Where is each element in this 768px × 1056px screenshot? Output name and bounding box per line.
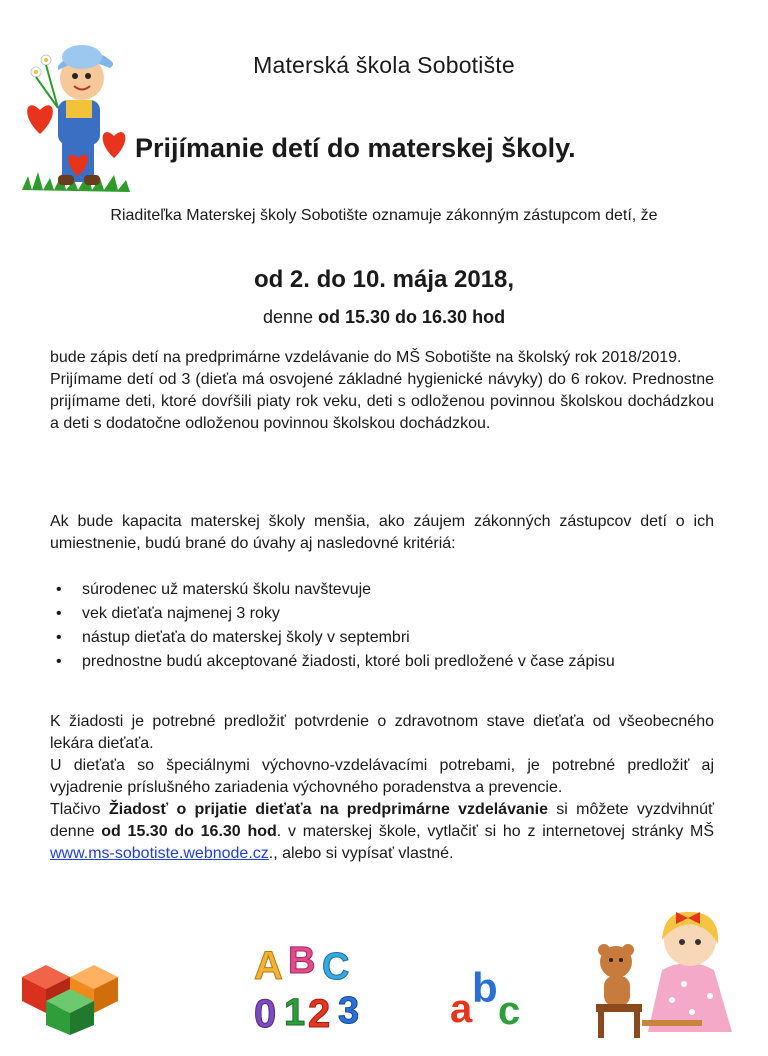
criteria-item-text: súrodenec už materskú školu navštevuje — [82, 581, 372, 598]
bullet-point: • — [56, 629, 62, 646]
criteria-item — [50, 651, 690, 673]
intro-text: Riaditeľka Materskej školy Sobotište oznamuje zákonným zástupcom detí, že — [110, 207, 658, 224]
abc-letter: A — [254, 944, 283, 988]
page-title: Prijímanie detí do materskej školy. — [135, 133, 576, 163]
criteria-list — [50, 579, 690, 675]
enrollment-paragraph: bude zápis detí na predprimárne vzdelávanie do MŠ Sobotište na školský rok 2018/2019. — [50, 349, 682, 366]
special-needs-paragraph: U dieťaťa so špeciálnymi výchovno-vzdelávacími potrebami, je potrebné predložiť aj vyjadrenie príslušného zariadenia výchovného poradenstva a prevencie. — [50, 757, 714, 796]
capacity-paragraph: Ak bude kapacita materskej školy menšia, ako záujem zákonných zástupcov detí o ich umiestnenie, budú brané do úvahy aj nasledovné kritériá: — [50, 513, 714, 552]
enrollment-section — [50, 347, 714, 435]
abc-letter: B — [288, 940, 316, 982]
number-digit: 1 — [284, 992, 306, 1033]
number-digit: 2 — [308, 992, 331, 1033]
criteria-item-text: nástup dieťaťa do materskej školy v septembri — [82, 629, 410, 646]
criteria-item — [50, 627, 690, 649]
small-letter: c — [498, 989, 521, 1030]
number-digit: 0 — [254, 992, 277, 1033]
form-suffix: ., alebo si vypísať vlastné. — [268, 845, 454, 862]
girl-with-teddy-bear-picture — [592, 900, 752, 1040]
form-mid: si môžete vyzdvihnúť denne — [50, 801, 715, 840]
application-form-paragraph — [50, 799, 714, 865]
small-abc-picture — [448, 960, 530, 1030]
form-mid-2: . v materskej škole, vytlačiť si ho z internetovej stránky MŠ — [276, 823, 714, 840]
colored-cubes-picture — [18, 955, 126, 1037]
criteria-item-text: prednostne budú akceptované žiadosti, ktoré boli predložené v čase zápisu — [82, 653, 615, 670]
hours-value: od 15.30 do 16.30 hod — [318, 307, 506, 327]
number-digit: 3 — [338, 990, 360, 1032]
criteria-item-text: vek dieťaťa najmenej 3 roky — [82, 605, 280, 622]
form-name: Žiadosť o prijatie dieťaťa na predprimárne vzdelávanie — [108, 801, 548, 818]
enrollment-daily-hours — [0, 307, 768, 328]
small-letter: b — [472, 964, 498, 1011]
health-certificate-paragraph: K žiadosti je potrebné predložiť potvrdenie o zdravotnom stave dieťaťa od všeobecného lekára dieťaťa. — [50, 713, 714, 752]
form-prefix: Tlačivo — [50, 801, 109, 818]
enrollment-date-range: od 2. do 10. mája 2018, — [253, 266, 515, 293]
bullet-point: • — [56, 581, 62, 598]
criteria-item — [50, 603, 690, 625]
form-hours: od 15.30 do 16.30 hod — [101, 823, 277, 840]
documents-section — [50, 711, 714, 865]
abc-123-picture — [248, 935, 378, 1033]
hours-prefix: denne — [262, 307, 318, 327]
criteria-item — [50, 579, 690, 601]
small-letter: a — [450, 987, 473, 1030]
admission-paragraph: Prijímame detí od 3 (dieťa má osvojené základné hygienické návyky) do 6 rokov. Prednostne prijímame deti, ktoré dovŕšili piaty rok veku, deti s odloženou povinnou školskou dochádzkou a deti s dodatočne odloženou povinnou školskou dochádzkou. — [50, 371, 714, 432]
bullet-point: • — [56, 605, 62, 622]
abc-letter: C — [322, 946, 350, 988]
school-name: Materská škola Sobotište — [253, 52, 515, 78]
school-website-link[interactable]: www.ms-sobotiste.webnode.cz — [50, 845, 269, 862]
bullet-point: • — [56, 653, 62, 670]
